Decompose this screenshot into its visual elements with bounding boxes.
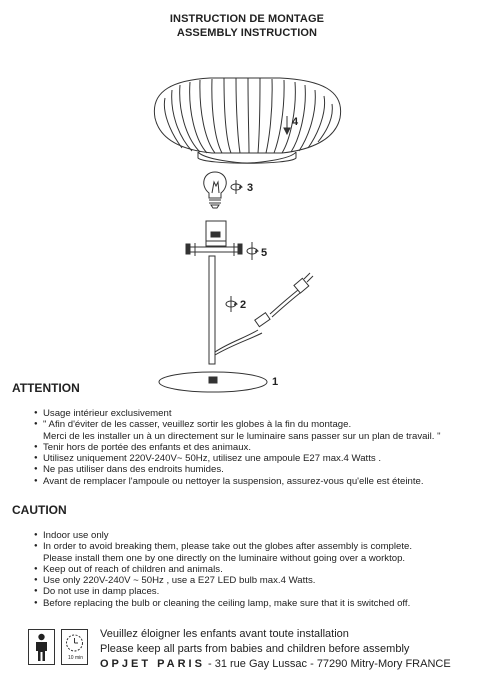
list-item: ● Do not use in damp places. (34, 586, 412, 597)
time-label: 10 min (68, 655, 84, 661)
step-2-label: 2 (240, 299, 247, 311)
list-item: Please install them one by one directly on the luminaire without going over a worktop. (43, 552, 406, 564)
rotate-icon (226, 296, 237, 312)
lamp-shade (154, 78, 340, 163)
footer-address (100, 658, 451, 670)
address-text: - 31 rue Gay Lussac - 77290 Mitry-Mory FRANCE (204, 658, 451, 670)
title-french: INSTRUCTION DE MONTAGE (169, 13, 325, 25)
footer-warning-en: Please keep all parts from babies and children before assembly (100, 643, 410, 655)
footer-warning-fr: Veuillez éloigner les enfants avant toute installation (100, 628, 349, 640)
list-item: ● In order to avoid breaking them, please take out the globes after assembly is complete. (34, 541, 412, 552)
rotate-icon (231, 180, 242, 194)
person-icon (29, 630, 54, 664)
attention-list (34, 408, 440, 487)
list-item: Merci de les installer un à un directement sur le luminaire sans passer sur un plan de travail. " (43, 430, 441, 442)
list-item: ● Ne pas utiliser dans des endroits humides. (34, 464, 440, 475)
list-item: ● Indoor use only (34, 530, 412, 541)
lamp-base (159, 372, 267, 392)
list-item: ● Use only 220V-240V ~ 50Hz , use a E27 LED bulb max.4 Watts. (34, 575, 412, 586)
list-item: ● Tenir hors de portée des enfants et des animaux. (34, 442, 440, 453)
bulb-icon (204, 172, 226, 208)
list-item: ● " Afin d'éviter de les casser, veuillez sortir les globes à la fin du montage. (34, 419, 440, 430)
step-4-label: 4 (292, 116, 299, 128)
person-icon-box (28, 629, 55, 665)
list-item: ● Utilisez uniquement 220V-240V~ 50Hz, utilisez une ampoule E27 max.4 Watts . (34, 453, 440, 464)
lamp-stem (209, 256, 215, 364)
step-3-label: 3 (247, 182, 254, 194)
step-5-label: 5 (261, 247, 268, 259)
brand-name: OPJET PARIS (100, 658, 205, 670)
attention-heading: ATTENTION (12, 381, 80, 395)
caution-heading: CAUTION (12, 503, 67, 517)
step-1-label: 1 (272, 376, 279, 388)
list-item: ● Usage intérieur exclusivement (34, 408, 440, 419)
caution-list (34, 530, 412, 609)
plug-icon (294, 273, 313, 293)
list-item: ● Before replacing the bulb or cleaning the ceiling lamp, make sure that it is switched off. (34, 598, 412, 609)
title-english: ASSEMBLY INSTRUCTION (176, 27, 318, 39)
arrow-down-icon (284, 116, 290, 134)
list-item: ● Keep out of reach of children and animals. (34, 564, 412, 575)
rotate-icon (247, 242, 258, 260)
power-cable (215, 290, 300, 355)
list-item: ● Avant de remplacer l'ampoule ou nettoyer la suspension, assurez-vous qu'elle est éteinte. (34, 476, 440, 487)
lamp-socket (186, 221, 242, 256)
